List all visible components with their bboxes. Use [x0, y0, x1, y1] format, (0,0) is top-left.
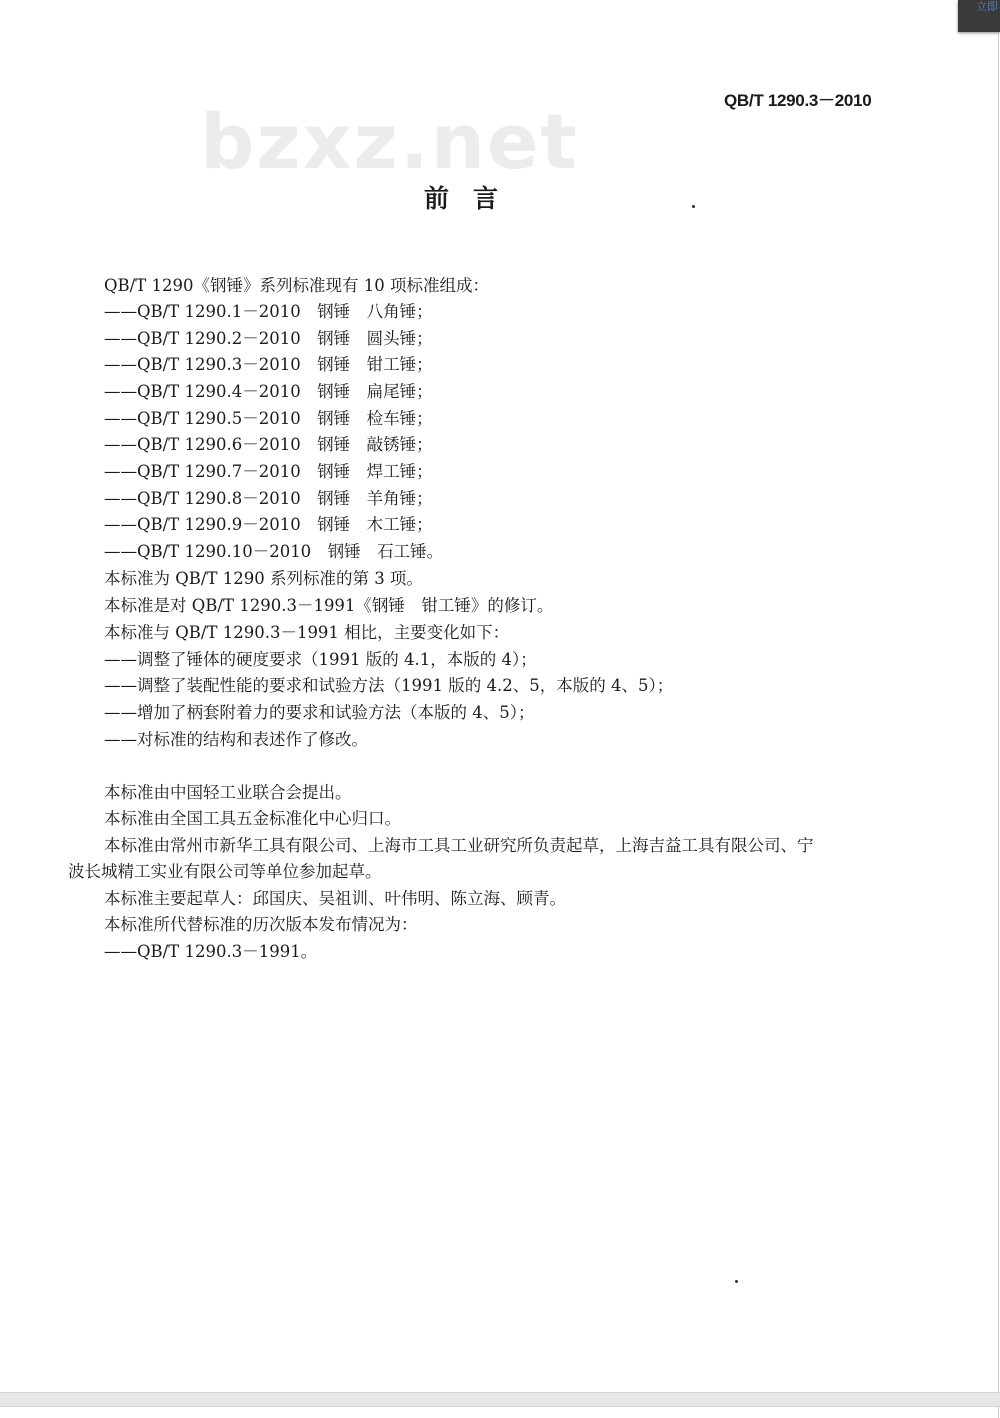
paragraph-line: 本标准为 QB/T 1290 系列标准的第 3 项。: [104, 569, 423, 588]
standard-code: QB/T 1290.3－2010: [724, 91, 872, 110]
download-button[interactable]: [958, 0, 1000, 32]
watermark: bzxz.net: [200, 97, 579, 186]
paragraph-line: ——QB/T 1290.5－2010 钢锤 检车锤；: [104, 409, 433, 428]
paragraph-line: ——QB/T 1290.3－2010 钢锤 钳工锤；: [104, 355, 433, 374]
paragraph-line: ——调整了装配性能的要求和试验方法（1991 版的 4.2、5，本版的 4、5）；: [104, 676, 674, 695]
page-separator: [0, 1392, 1000, 1407]
paragraph-line: ——调整了锤体的硬度要求（1991 版的 4.1，本版的 4）；: [104, 650, 537, 669]
paragraph-line: 本标准与 QB/T 1290.3－1991 相比，主要变化如下：: [104, 623, 510, 642]
scan-speck: [692, 205, 695, 208]
paragraph-line: ——QB/T 1290.9－2010 钢锤 木工锤；: [104, 515, 433, 534]
paragraph-line: ——QB/T 1290.2－2010 钢锤 圆头锤；: [104, 329, 433, 348]
paragraph-line: ——QB/T 1290.7－2010 钢锤 焊工锤；: [104, 462, 433, 481]
paragraph-line: ——QB/T 1290.8－2010 钢锤 羊角锤；: [104, 489, 433, 508]
paragraph-line: ——QB/T 1290.3－1991。: [104, 942, 318, 961]
paragraph-line: 波长城精工实业有限公司等单位参加起草。: [68, 862, 382, 881]
paragraph-line: ——QB/T 1290.1－2010 钢锤 八角锤；: [104, 302, 433, 321]
paragraph-line: ——QB/T 1290.4－2010 钢锤 扁尾锤；: [104, 382, 433, 401]
download-label: 立即: [976, 0, 998, 13]
page-edge: [998, 0, 999, 1418]
scan-speck: [735, 1280, 738, 1283]
paragraph-line: ——QB/T 1290.6－2010 钢锤 敲锈锤；: [104, 435, 433, 454]
paragraph-line: 本标准由中国轻工业联合会提出。: [104, 783, 352, 802]
paragraph-line: 本标准由常州市新华工具有限公司、上海市工具工业研究所负责起草，上海吉益工具有限公司、宁: [104, 836, 814, 855]
paragraph-line: 本标准是对 QB/T 1290.3－1991《钢锤 钳工锤》的修订。: [104, 596, 554, 615]
paragraph-line: ——增加了柄套附着力的要求和试验方法（本版的 4、5）；: [104, 703, 535, 722]
page-title: 前言: [424, 184, 523, 213]
paragraph-line: 本标准所代替标准的历次版本发布情况为：: [104, 915, 418, 934]
paragraph-line: 本标准主要起草人：邱国庆、吴祖训、叶伟明、陈立海、顾青。: [104, 889, 566, 908]
paragraph-line: ——QB/T 1290.10－2010 钢锤 石工锤。: [104, 542, 444, 561]
paragraph-line: 本标准由全国工具五金标准化中心归口。: [104, 809, 401, 828]
paragraph-line: ——对标准的结构和表述作了修改。: [104, 730, 368, 749]
paragraph-line: QB/T 1290《钢锤》系列标准现有 10 项标准组成：: [104, 276, 489, 295]
